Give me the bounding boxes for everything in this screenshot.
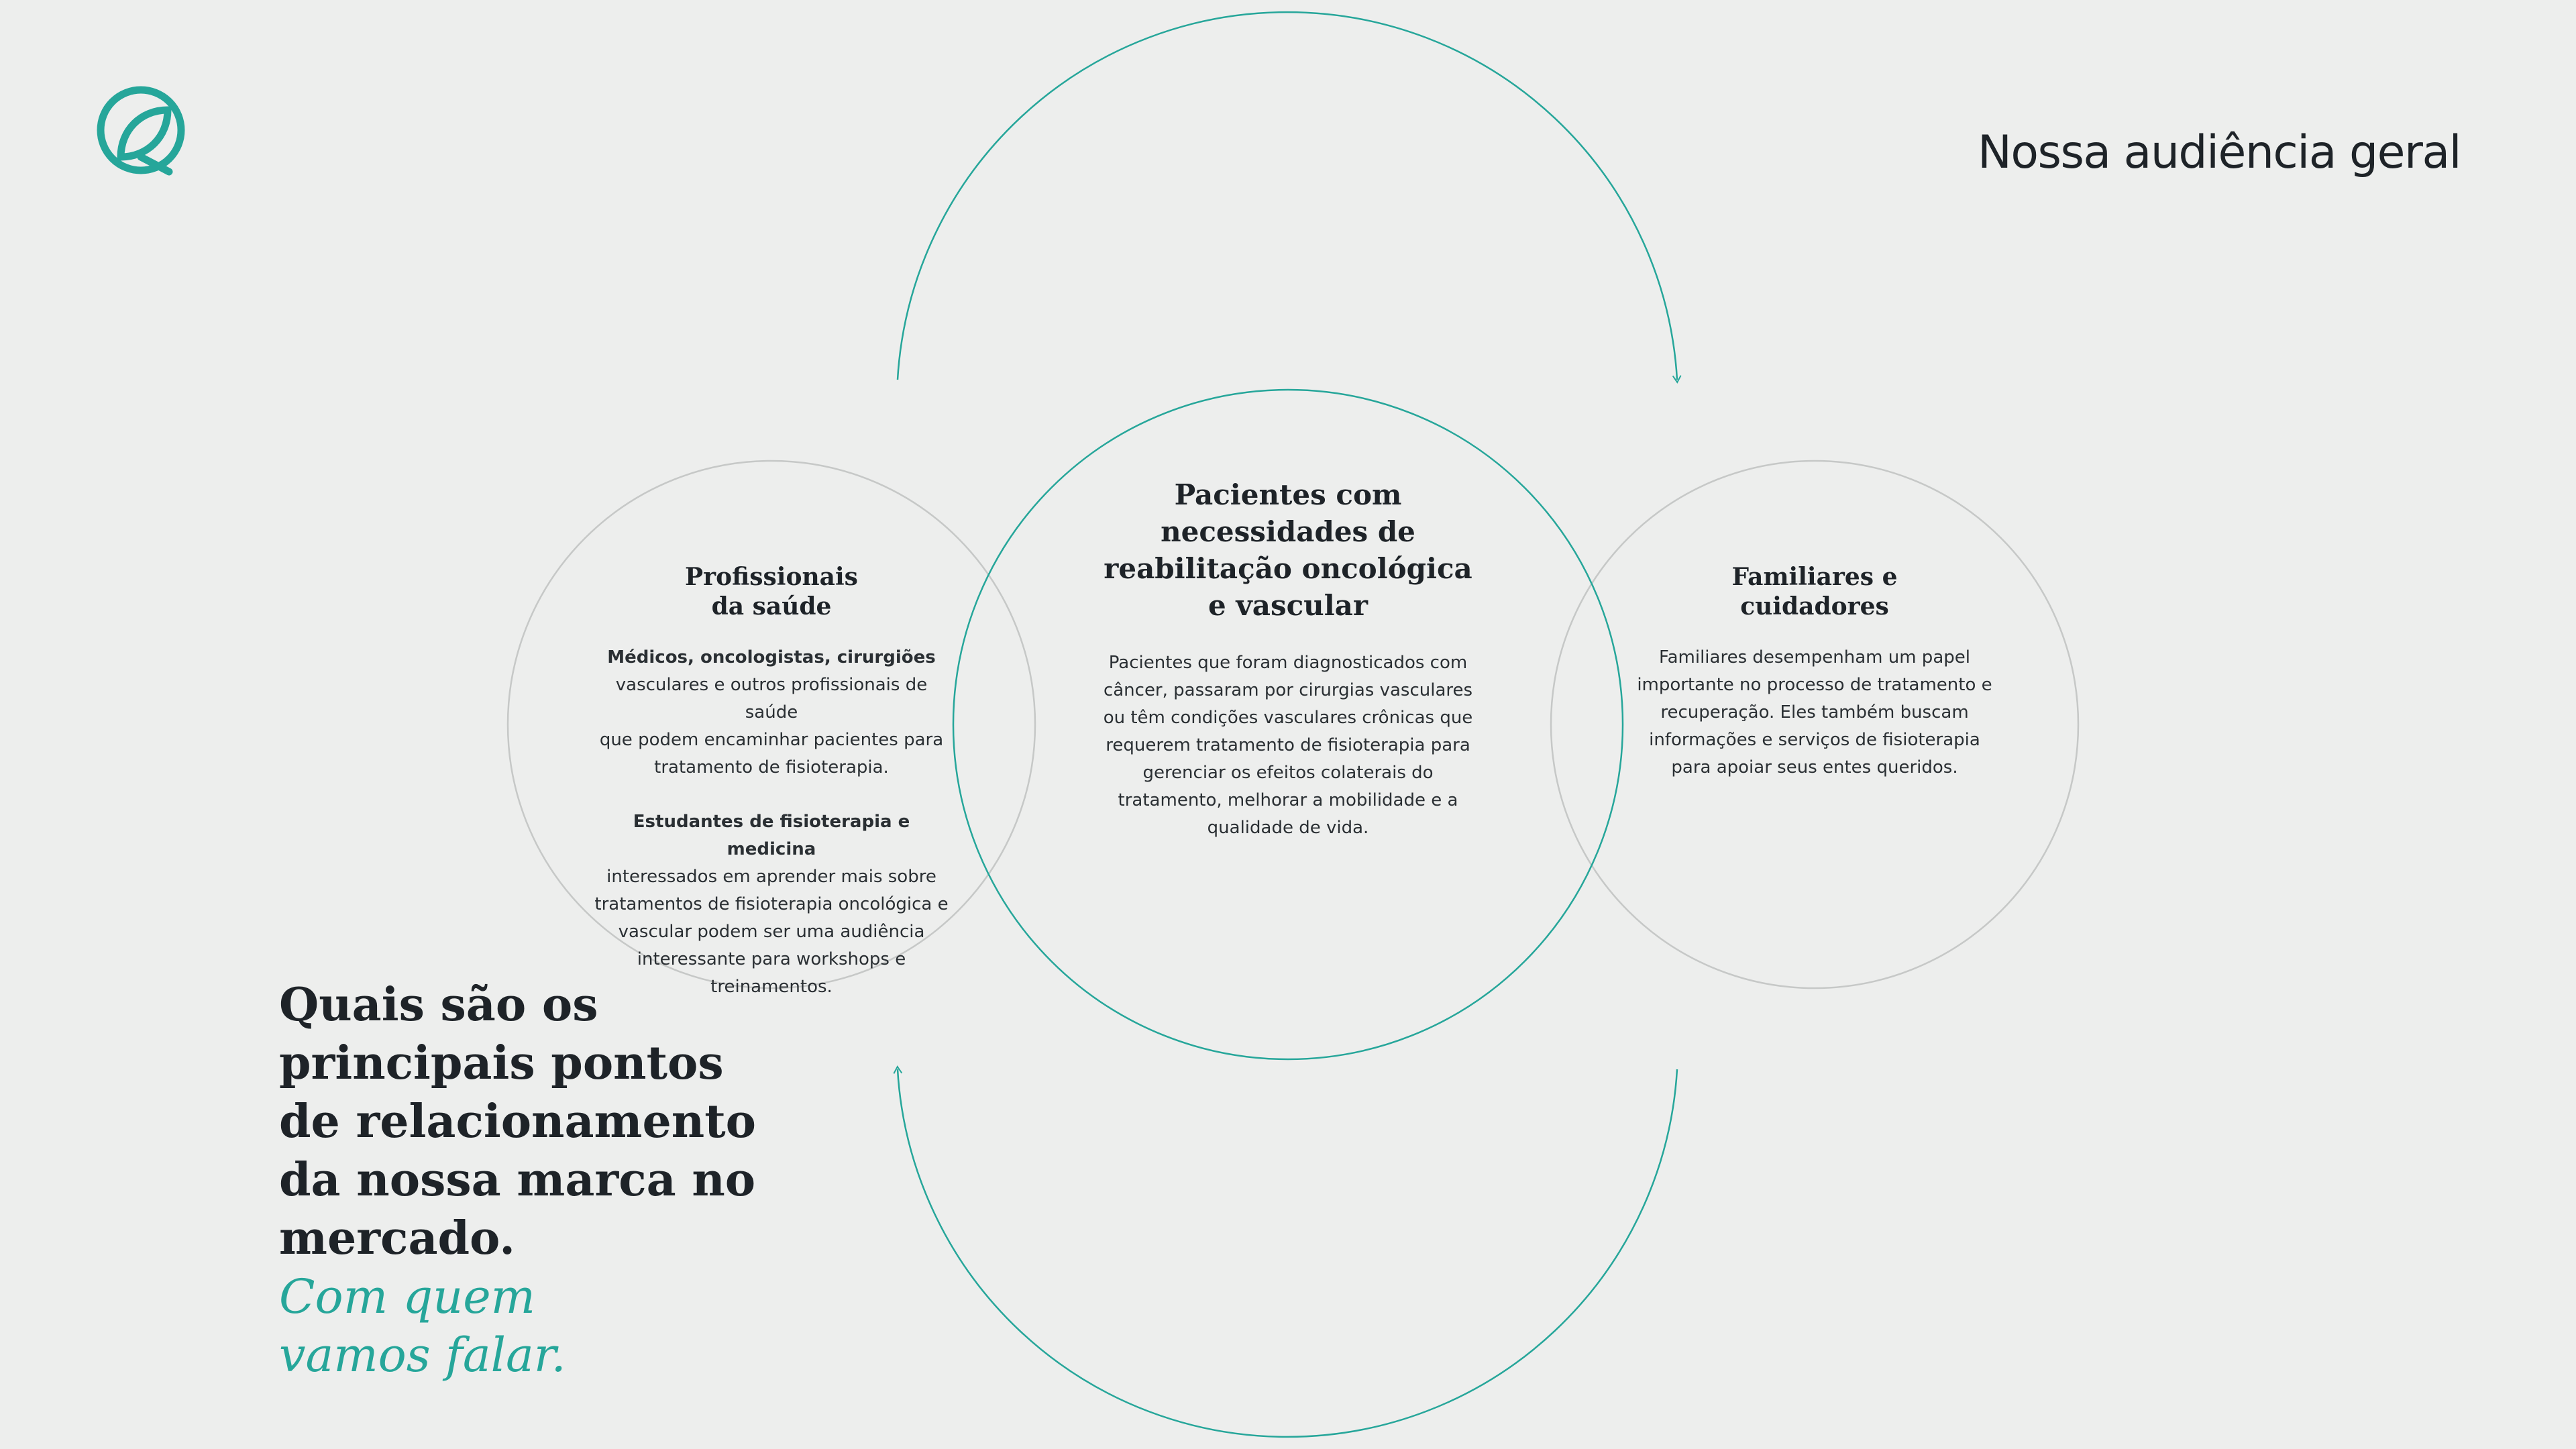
bottom-cycle-arrow bbox=[898, 1069, 1677, 1437]
right-circle-body: Familiares desempenham um papel importante no processo de tratamento e recuperação. Eles também buscam informações e serviços de fisioterapia para apoiar seus entes queridos. bbox=[1637, 647, 1992, 777]
left-circle-body bbox=[590, 644, 953, 1001]
left-paragraph-1: Médicos, oncologistas, cirurgiões vasculares e outros profissionais de saúde que podem encaminhar pacientes para tratamento de fisioterapia. bbox=[599, 647, 944, 777]
page-title: Nossa audiência geral bbox=[1978, 126, 2461, 179]
center-circle-text bbox=[1087, 476, 1489, 842]
left-circle-title: Profissionais da saúde bbox=[685, 563, 858, 621]
right-circle-title: Familiares e cuidadores bbox=[1731, 563, 1898, 621]
subheadline: Com quem vamos falar. bbox=[279, 1269, 566, 1383]
center-circle-title: Pacientes com necessidades de reabilitação oncológica e vascular bbox=[1104, 478, 1472, 622]
headline: Quais são os principais pontos de relacionamento da nossa marca no mercado. bbox=[279, 978, 756, 1265]
left-paragraph-2: Estudantes de fisioterapia e medicina interessados em aprender mais sobre tratamentos de fisioterapia oncológica e vascular podem ser uma audiência interessante para workshops e treinamentos. bbox=[594, 812, 949, 997]
right-circle-text bbox=[1630, 562, 1999, 782]
top-cycle-arrow bbox=[898, 12, 1677, 380]
center-circle-body: Pacientes que foram diagnosticados com câncer, passaram por cirurgias vasculares ou têm condições vasculares crônicas que requerem tratamento de fisioterapia para gerenciar os efeitos colaterais do tratamento, melhorar a mobilidade e a qualidade de vida. bbox=[1103, 653, 1473, 838]
left-circle-text bbox=[590, 562, 953, 1028]
